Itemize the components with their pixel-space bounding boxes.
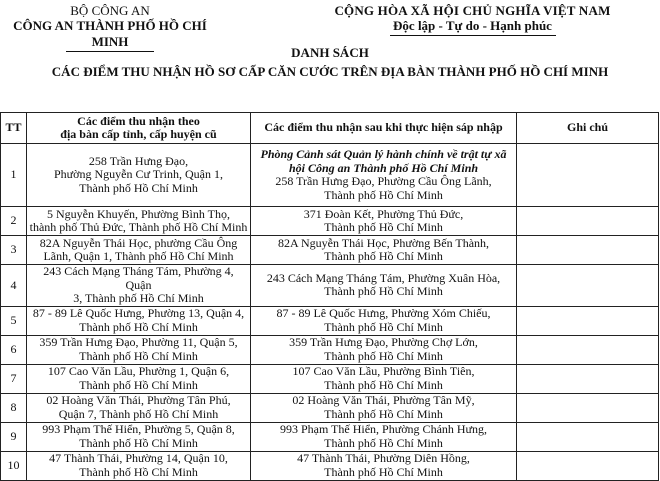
new-address-line: 107 Cao Văn Lầu, Phường Bình Tiên, [292,364,475,378]
agency-name: CÔNG AN THÀNH PHỐ HỒ CHÍ MINH [13,18,207,49]
col-header-tt: TT [1,113,27,144]
old-address-line: 359 Trần Hưng Đạo, Phường 11, Quận 5, [39,335,238,349]
new-address-line: Thành phố Hồ Chí Minh [324,348,443,363]
cell-note [517,422,659,451]
cell-note [517,207,659,236]
table-row [1,144,659,207]
cell-tt: 10 [1,451,27,480]
old-address-line: Thành phố Hồ Chí Minh [79,180,198,195]
cell-old-address [27,422,251,451]
old-address-line: Thành phố Hồ Chí Minh [79,377,198,392]
cell-tt: 6 [1,335,27,364]
new-address-line: Thành phố Hồ Chí Minh [324,284,443,299]
new-address-line: 02 Hoàng Văn Thái, Phường Tân Mỹ, [292,393,475,407]
new-address-line: 87 - 89 Lê Quốc Hưng, Phường Xóm Chiếu, [276,306,491,320]
cell-old-address [27,335,251,364]
new-address-line: Thành phố Hồ Chí Minh [324,220,443,234]
cell-old-address [27,265,251,307]
table-row [1,207,659,236]
table-row [1,335,659,364]
cell-note [517,393,659,422]
cell-new-address [251,364,517,393]
cell-new-address [251,451,517,480]
cell-new-address [251,306,517,335]
cell-tt: 4 [1,265,27,307]
cell-old-address [27,144,251,207]
cell-tt: 7 [1,364,27,393]
new-address-line: Thành phố Hồ Chí Minh [324,406,443,421]
old-address-line: Phường Nguyễn Cư Trinh, Quận 1, [53,167,224,182]
new-address-line: 47 Thành Thái, Phường Diên Hồng, [297,451,470,465]
cell-old-address [27,451,251,480]
old-address-line: Quận 7, Thành phố Hồ Chí Minh [58,406,219,421]
table-row [1,422,659,451]
table-row [1,451,659,480]
motto: Độc lập - Tự do - Hạnh phúc [393,18,552,33]
old-address-line: 993 Phạm Thế Hiển, Phường 5, Quận 8, [42,422,235,436]
cell-new-address [251,207,517,236]
old-address-line: 243 Cách Mạng Tháng Tám, Phường 4, Quận [43,264,234,292]
cell-old-address [27,306,251,335]
new-address-line: 371 Đoàn Kết, Phường Thủ Đức, [303,206,464,221]
old-address-line: 5 Nguyễn Khuyến, Phường Bình Thọ, [47,206,230,221]
col-header-old-line1: Các điểm thu nhận theo [77,113,200,128]
new-address-line: Thành phố Hồ Chí Minh [324,319,443,334]
cell-tt: 9 [1,422,27,451]
new-address-line: 243 Cách Mạng Tháng Tám, Phường Xuân Hòa, [266,270,501,285]
old-address-line: 47 Thành Thái, Phường 14, Quận 10, [49,451,228,465]
document-title: DANH SÁCH [291,45,369,60]
cell-note [517,144,659,207]
cell-new-address [251,422,517,451]
old-address-line: Lãnh, Quận 1, Thành phố Hồ Chí Minh [43,249,234,263]
table-row [1,364,659,393]
old-address-line: 02 Hoàng Văn Thái, Phường Tân Phú, [46,393,231,407]
cell-new-address [251,393,517,422]
old-address-line: Thành phố Hồ Chí Minh [79,348,198,363]
old-address-line: thành phố Thủ Đức, Thành phố Hồ Chí Minh [29,220,248,234]
old-address-line: Thành phố Hồ Chí Minh [79,319,198,334]
old-address-line: 3, Thành phố Hồ Chí Minh [73,291,204,305]
table-row [1,393,659,422]
cell-tt: 2 [1,207,27,236]
cell-note [517,451,659,480]
new-address-line: Thành phố Hồ Chí Minh [324,435,443,450]
table-row [1,236,659,265]
col-header-note: Ghi chú [517,113,659,144]
cell-old-address [27,393,251,422]
table-row [1,265,659,307]
old-address-line: Thành phố Hồ Chí Minh [79,435,198,450]
motto-underline [390,35,556,36]
old-address-line: 87 - 89 Lê Quốc Hưng, Phường 13, Quận 4, [32,306,245,320]
cell-note [517,335,659,364]
new-address-line: Thành phố Hồ Chí Minh [324,377,443,392]
old-address-line: 258 Trần Hưng Đạo, [88,153,189,168]
cell-tt: 8 [1,393,27,422]
cell-old-address [27,207,251,236]
col-header-old [27,113,251,144]
cell-tt: 5 [1,306,27,335]
document-subtitle: CÁC ĐIỂM THU NHẬN HỒ SƠ CẤP CĂN CƯỚC TRÊN ĐỊA BÀN THÀNH PHỐ HỒ CHÍ MINH [51,64,609,79]
cell-new-address [251,265,517,307]
old-address-line: 82A Nguyễn Thái Học, phường Cầu Ông [39,235,238,250]
cell-note [517,364,659,393]
cell-note [517,306,659,335]
country-name: CỘNG HÒA XÃ HỘI CHỦ NGHĨA VIỆT NAM [334,3,611,18]
new-institution-name: Phòng Cảnh sát Quản lý hành chính về trật tự xã hội Công an Thành phố Hồ Chí Minh [260,147,507,175]
agency-parent: BỘ CÔNG AN [70,3,150,18]
cell-tt: 1 [1,144,27,207]
reception-points-table [0,112,659,481]
new-address-line: Thành phố Hồ Chí Minh [324,464,443,479]
cell-new-address [251,335,517,364]
new-address-line: Thành phố Hồ Chí Minh [324,187,443,202]
table-header-row [1,113,659,144]
new-address-line: Thành phố Hồ Chí Minh [324,249,443,263]
col-header-new: Các điểm thu nhận sau khi thực hiện sáp nhập [251,113,517,144]
col-header-old-line2: địa bàn cấp tỉnh, cấp huyện cũ [60,127,217,141]
new-address-line: 258 Trần Hưng Đạo, Phường Cầu Ông Lãnh, [275,174,492,188]
cell-old-address [27,364,251,393]
cell-old-address [27,236,251,265]
old-address-line: Thành phố Hồ Chí Minh [79,464,198,479]
new-address-line: 359 Trần Hưng Đạo, Phường Chợ Lớn, [289,335,478,349]
cell-new-address [251,144,517,207]
cell-note [517,236,659,265]
cell-tt: 3 [1,236,27,265]
cell-new-address [251,236,517,265]
national-block [285,0,660,36]
table-row [1,306,659,335]
old-address-line: 107 Cao Văn Lầu, Phường 1, Quận 6, [47,364,230,378]
new-address-line: 82A Nguyễn Thái Học, Phường Bến Thành, [277,235,490,250]
cell-note [517,265,659,307]
new-address-line: 993 Phạm Thế Hiển, Phường Chánh Hưng, [279,422,488,436]
